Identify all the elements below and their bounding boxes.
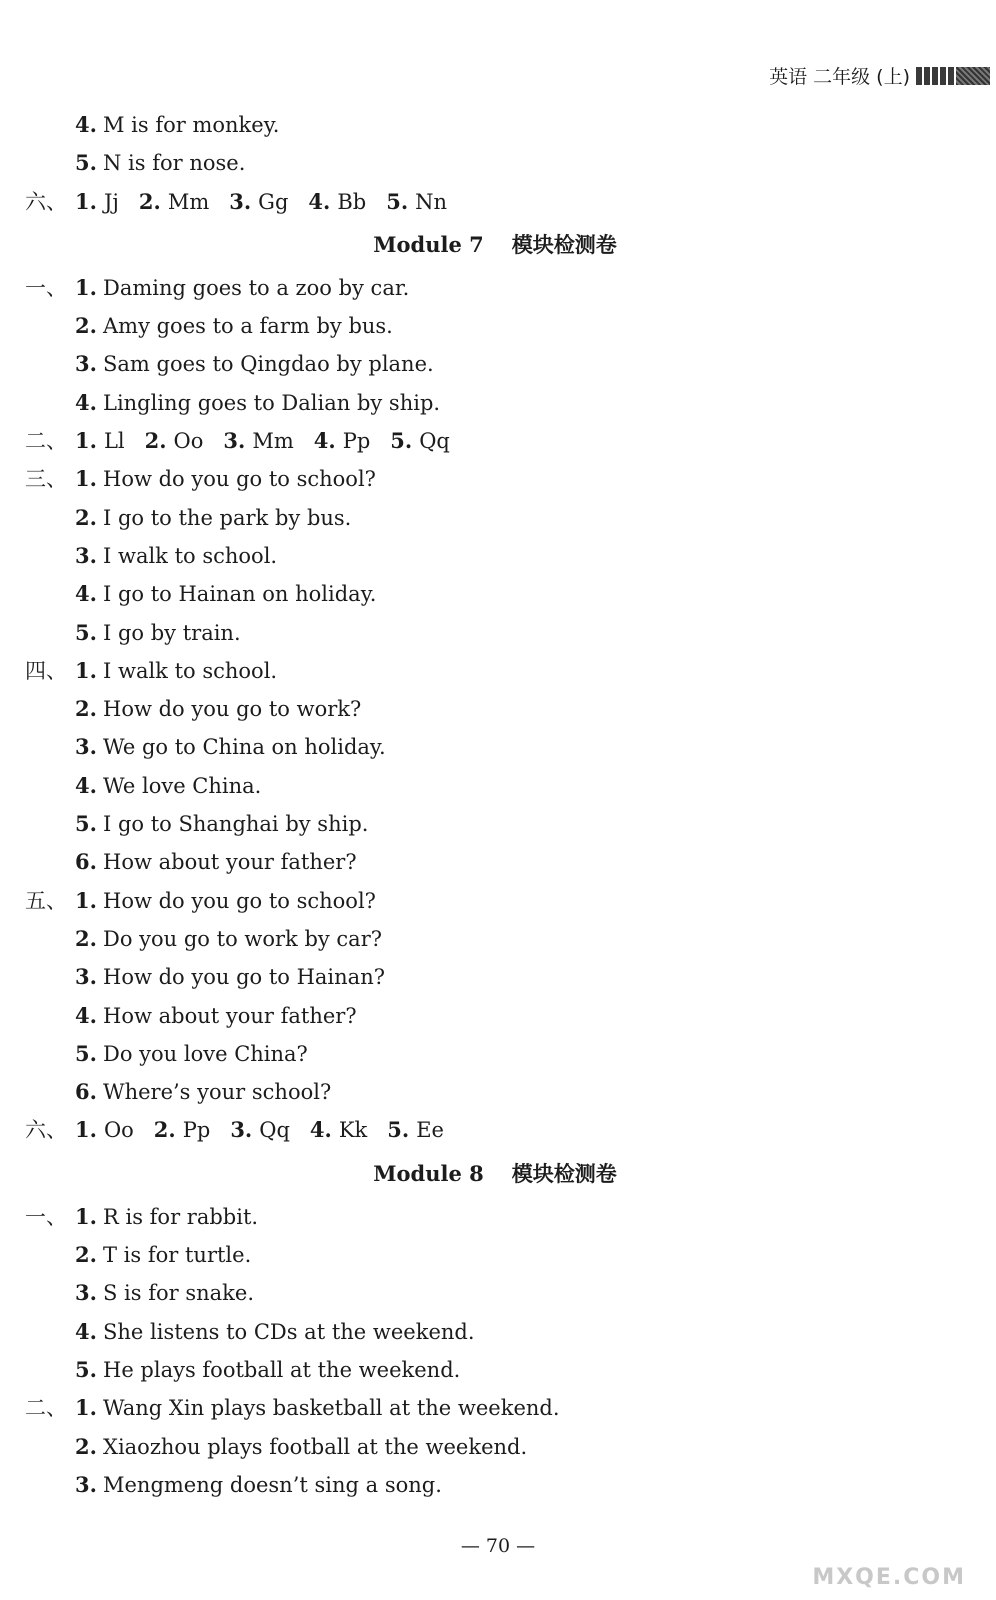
list-item: 5. I go by train.: [75, 619, 241, 645]
list-item: 3. How do you go to Hainan?: [75, 964, 385, 990]
header-term: (上): [876, 66, 910, 88]
list-item: 一、 1. Daming goes to a zoo by car.: [25, 274, 410, 300]
list-item: 2. How do you go to work?: [75, 696, 362, 722]
module8-title: Module 8 模块检测卷: [373, 1160, 617, 1186]
list-item: 6. How about your father?: [75, 849, 357, 875]
page-header: [769, 62, 990, 89]
module7-section-six: 六、 1. Oo 2. Pp 3. Qq 4. Kk 5. Ee: [25, 1117, 444, 1143]
list-item: 4. We love China.: [75, 772, 262, 798]
list-item: 5. N is for nose.: [75, 150, 246, 176]
answer-content: [25, 106, 965, 1504]
list-item: 6. Where’s your school?: [75, 1079, 332, 1105]
list-item: 2. T is for turtle.: [75, 1242, 252, 1268]
section-six-top: 六、 1. Jj 2. Mm 3. Gg 4. Bb 5. Nn: [25, 188, 448, 214]
list-item: 五、 1. How do you go to school?: [25, 887, 376, 913]
list-item: 3. Sam goes to Qingdao by plane.: [75, 351, 434, 377]
list-item: 4. How about your father?: [75, 1002, 357, 1028]
header-decoration: [916, 67, 990, 85]
list-item: 3. We go to China on holiday.: [75, 734, 386, 760]
list-item: 三、 1. How do you go to school?: [25, 466, 376, 492]
watermark: MXQE.COM: [812, 1565, 966, 1590]
list-item: 2. Do you go to work by car?: [75, 925, 382, 951]
list-item: 3. I walk to school.: [75, 542, 278, 568]
list-item: 4. I go to Hainan on holiday.: [75, 581, 377, 607]
list-item: 二、 1. Wang Xin plays basketball at the weekend.: [25, 1395, 560, 1421]
list-item: 一、 1. R is for rabbit.: [25, 1203, 259, 1229]
list-item: 4. She listens to CDs at the weekend.: [75, 1318, 475, 1344]
list-item: 5. I go to Shanghai by ship.: [75, 811, 369, 837]
page-number: — 70 —: [460, 1535, 536, 1557]
list-item: 5. Do you love China?: [75, 1040, 308, 1066]
module7-title: Module 7 模块检测卷: [373, 231, 617, 257]
list-item: 3. S is for snake.: [75, 1280, 255, 1306]
list-item: 5. He plays football at the weekend.: [75, 1356, 461, 1382]
header-grade: 二年级: [813, 66, 871, 88]
list-item: 2. I go to the park by bus.: [75, 504, 352, 530]
list-item: 2. Xiaozhou plays football at the weekend.: [75, 1433, 528, 1459]
module7-section-two: 二、 1. Ll 2. Oo 3. Mm 4. Pp 5. Qq: [25, 428, 450, 454]
list-item: 4. Lingling goes to Dalian by ship.: [75, 389, 441, 415]
list-item: 四、 1. I walk to school.: [25, 657, 278, 683]
list-item: 4. M is for monkey.: [75, 112, 280, 137]
list-item: 2. Amy goes to a farm by bus.: [75, 313, 393, 339]
list-item: 3. Mengmeng doesn’t sing a song.: [75, 1471, 442, 1497]
header-subject: 英语: [769, 66, 808, 88]
